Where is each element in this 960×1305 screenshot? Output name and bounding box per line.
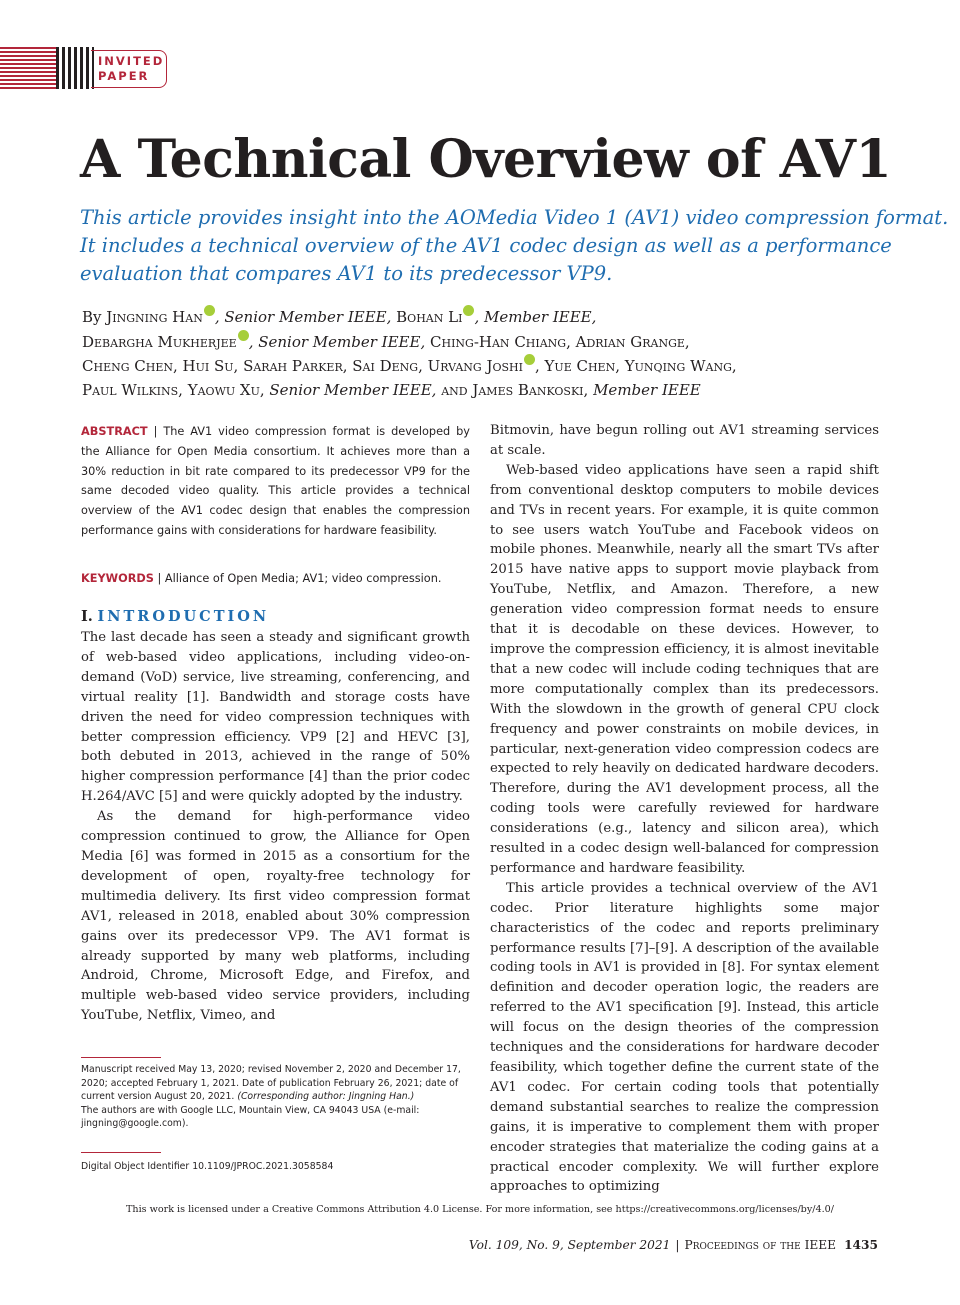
footnote-rule [81, 1057, 161, 1058]
body-paragraph: The last decade has seen a steady and significant growth of web-based video applications, including video-on-demand (VoD) service, live streaming, conferencing, and virtual reality [1]. Bandwidth and storage costs have driven the need for video compression techniques with better compression efficiency. VP9 [2] and HEVC [3], both debuted in 2013, achieved in the range of 50% higher compression performance [4] than the prior codec H.264/AVC [5] and were quickly adopted by the industry. [81, 630, 470, 805]
abstract-label: ABSTRACT [81, 425, 148, 438]
author-name: Jingning Han [106, 308, 203, 326]
footnote-corresponding: (Corresponding author: Jingning Han.) [237, 1091, 415, 1103]
deck-line: It includes a technical overview of the AV1 codec design as well as a performance [80, 234, 892, 257]
orcid-icon[interactable] [238, 330, 249, 341]
doi-value[interactable]: 10.1109/JPROC.2021.3058584 [192, 1161, 334, 1172]
left-column-body [81, 628, 470, 1026]
footer-separator: | [675, 1238, 680, 1252]
orcid-icon[interactable] [204, 305, 215, 316]
badge-stripes [0, 47, 56, 89]
author-list [82, 305, 882, 402]
footnote [81, 1063, 470, 1131]
license-line: This work is licensed under a Creative Commons Attribution 4.0 License. For more information, see https://creativecommons.org/licenses/by/4.0/ [126, 1204, 834, 1215]
author-role: , Senior Member IEEE, [214, 308, 397, 326]
author-line [82, 379, 882, 403]
author-line [82, 354, 882, 379]
doi [81, 1160, 333, 1174]
body-paragraph: This article provides a technical overview of the AV1 codec. Prior literature highlights some major characteristics of the codec and reports preliminary performance results [7]–[9]. A description of the available coding tools in AV1 is provided in [8]. For syntax element definition and decoder operation logic, the readers are referred to the AV1 specification [9]. Instead, this article will focus on the design theories of the compression techniques and the considerations for hardware decoder feasibility, which together define the current state of the AV1 codec. For certain coding tools that potentially demand substantial searches to realize the compression gains, it is imperative to complement them with proper encoder strategies that materialize the coding gains at a practical encoder complexity. We will further explore approaches to optimizing [490, 880, 879, 1195]
article-deck [80, 204, 949, 288]
deck-line: evaluation that compares AV1 to its predecessor VP9. [80, 262, 613, 285]
section-heading [81, 606, 269, 628]
author-name: James Bankoski, [472, 380, 594, 399]
page-number: 1435 [844, 1238, 878, 1252]
body-paragraph: As the demand for high-performance video compression continued to grow, the Alliance for Open Media [6] was formed in 2015 as a consortium for the development of open, royalty-free technology for multimedia delivery. Its first video compression format AV1, released in 2018, enabled about 30% compression gains over its predecessor VP9. The AV1 format is already supported by many web platforms, including Android, Chrome, Microsoft Edge, and Firefox, and multiple web-based video service providers, including YouTube, Netflix, Vimeo, and [81, 809, 470, 1024]
author-role: Senior Member IEEE, [269, 380, 442, 399]
footer-volume: Vol. 109, No. 9, September 2021 [468, 1238, 671, 1252]
abstract-text: | The AV1 video compression format is developed by the Alliance for Open Media consortium. It achieves more than a 30% reduction in bit rate compared to its predecessor VP9 for the same decoded video quality. This article provides a technical overview of the AV1 codec design that enables the compression performance gains with considerations for hardware feasibility. [81, 425, 470, 537]
keywords [81, 569, 481, 589]
right-column-body [490, 421, 879, 1197]
author-line [82, 305, 882, 330]
page-footer [469, 1236, 878, 1254]
author-name: Paul Wilkins, Yaowu Xu, [82, 380, 270, 399]
body-paragraph: Web-based video applications have seen a rapid shift from conventional desktop computers to mobile devices and TVs in recent years. For example, it is quite common to see users watch YouTube and Facebook videos on mobile phones. Meanwhile, nearly all the smart TVs after 2015 have native apps to support movie playback from YouTube, Netflix, and Amazon. Therefore, a new generation video compression format needs to ensure that it is decodable on these devices. However, to improve the compression efficiency, it is almost inevitable that a new codec will include coding techniques that are more computationally complex than its predecessors. With the slowdown in the growth of general CPU clock frequency and power constraints on mobile devices, in particular, next-generation video compression codecs are expected to rely heavily on dedicated hardware decoders. Therefore, during the AV1 development process, all the coding tools were carefully reviewed for hardware considerations (e.g., latency and silicon area), which resulted in a codec design well-balanced for compression performance and hardware feasibility. [490, 462, 879, 876]
author-conjunction: and [441, 380, 473, 399]
footnote-affiliation: The authors are with Google LLC, Mountain View, CA 94043 USA (e-mail: jingning@google.com). [81, 1104, 420, 1130]
author-name: Bohan Li [396, 308, 463, 326]
keywords-text: | Alliance of Open Media; AV1; video compression. [153, 572, 442, 585]
author-name: Ching-Han Chiang, Adrian Grange, [430, 332, 690, 351]
keywords-label: KEYWORDS [81, 572, 154, 585]
orcid-icon[interactable] [524, 354, 535, 365]
body-paragraph: Bitmovin, have begun rolling out AV1 streaming services at scale. [490, 423, 879, 458]
footer-journal: Proceedings of the IEEE [684, 1238, 837, 1252]
deck-line: This article provides insight into the AOMedia Video 1 (AV1) video compression format. [80, 206, 949, 229]
author-name: Cheng Chen, Hui Su, Sarah Parker, Sai Deng, Urvang Joshi [82, 357, 523, 375]
author-name: Debargha Mukherjee [82, 332, 237, 351]
author-line [82, 330, 882, 355]
doi-rule [81, 1152, 161, 1153]
badge-line2: PAPER [98, 69, 150, 83]
section-title: INTRODUCTION [97, 608, 270, 625]
footnote-received: Manuscript received May 13, 2020; revised November 2, 2020 and December 17, 2020; accepted February 1, 2021. Date of publication February 26, 2021; date of current version August 20, 2021. [81, 1064, 461, 1103]
orcid-icon[interactable] [463, 305, 474, 316]
author-role: , Member IEEE, [474, 308, 597, 326]
author-name: , Yue Chen, Yunqing Wang, [534, 357, 737, 375]
footnote-dates [81, 1063, 470, 1104]
author-role: , Senior Member IEEE, [248, 332, 430, 351]
doi-label: Digital Object Identifier [81, 1161, 193, 1172]
badge-bars [56, 47, 94, 89]
abstract [81, 422, 470, 541]
article-title: A Technical Overview of AV1 [80, 129, 892, 190]
section-number: I. [81, 608, 93, 625]
author-by: By [82, 308, 107, 326]
badge-text [98, 54, 164, 84]
author-role: Member IEEE [593, 380, 701, 399]
badge-line1: INVITED [98, 54, 165, 68]
